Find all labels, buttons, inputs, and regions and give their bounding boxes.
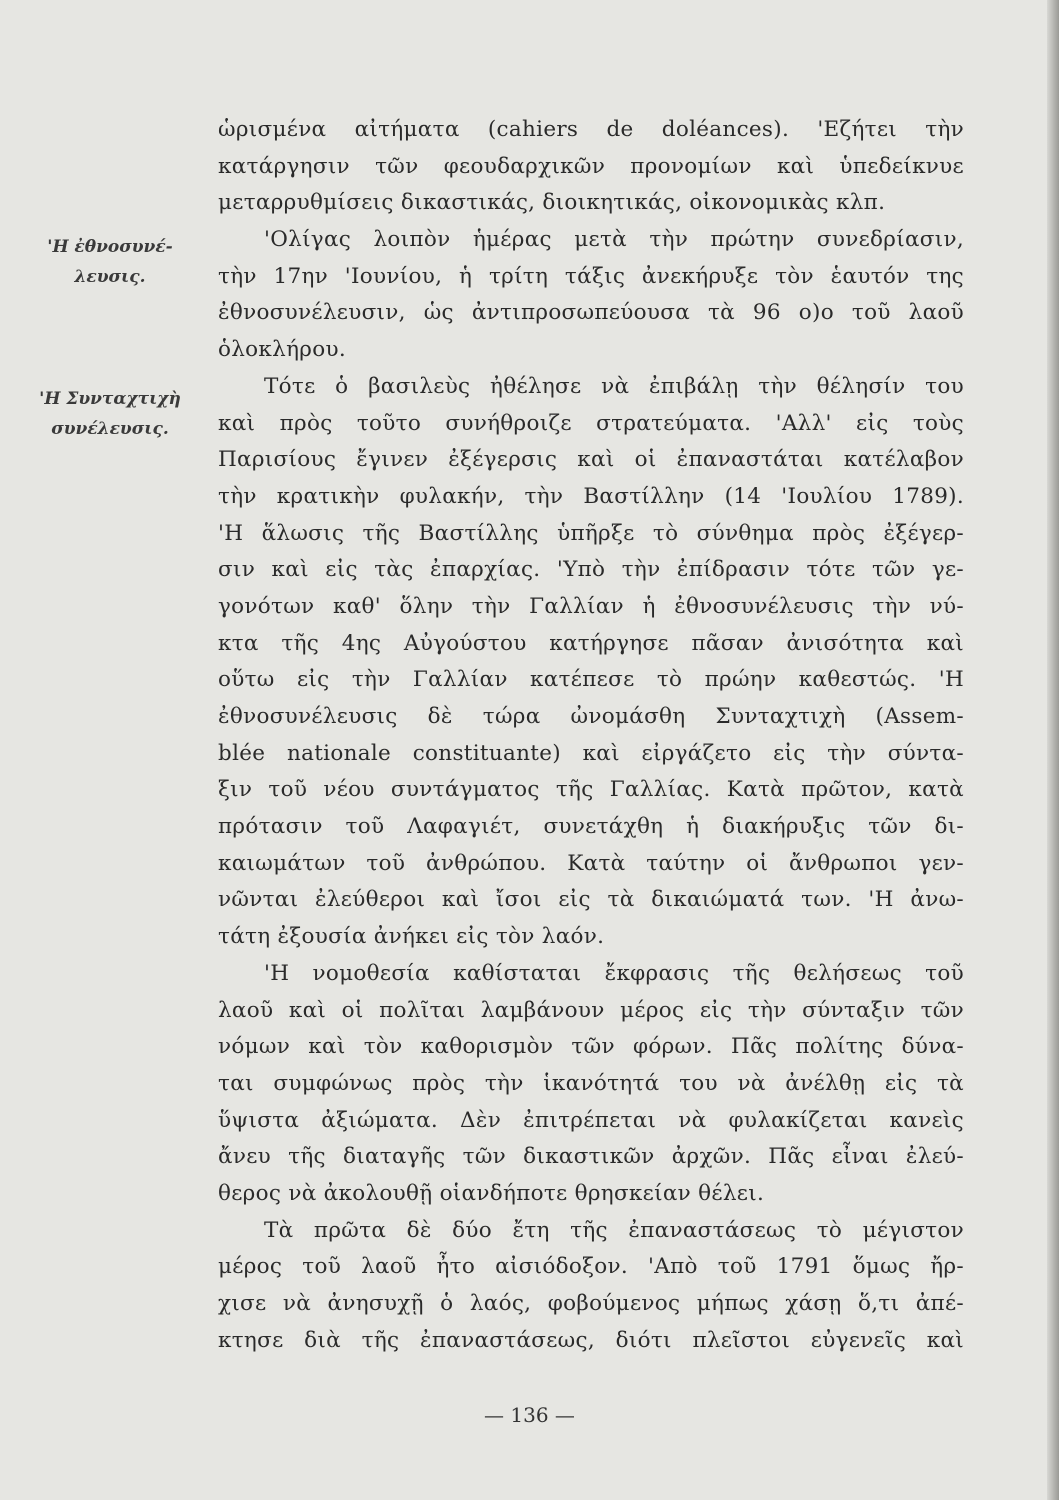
text-line: τὴν 17ην 'Ιουνίου, ἡ τρίτη τάξις ἀνεκήρυξε τὸν ἑαυτόν της — [218, 263, 964, 289]
text-line: χισε νὰ ἀνησυχῇ ὁ λαός, φοβούμενος μήπως χάσῃ ὅ,τι ἀπέ- — [218, 1291, 964, 1316]
page-edge-shadow — [1047, 0, 1059, 1500]
text-line: σιν καὶ εἰς τὰς ἐπαρχίας. 'Υπὸ τὴν ἐπίδρασιν τότε τῶν γε- — [218, 557, 964, 583]
text-line: κατάργησιν τῶν φεουδαρχικῶν προνομίων καὶ ὑπεδείκνυε — [218, 153, 964, 179]
text-line: τάτη ἐξουσία ἀνήκει εἰς τὸν λαόν. — [218, 924, 605, 950]
text-line: 'Η ἅλωσις τῆς Βαστίλλης ὑπῆρξε τὸ σύνθημα πρὸς ἐξέγερ- — [218, 520, 964, 546]
page-number: — 136 — — [484, 1403, 575, 1427]
text-line: ἐθνοσυνέλευσιν, ὡς ἀντιπροσωπεύουσα τὰ 96 ο)ο τοῦ λαοῦ — [218, 300, 964, 326]
text-line: blée nationale constituante) καὶ εἰργάζετο εἰς τὴν σύντα- — [218, 740, 964, 766]
text-line: τὴν κρατικὴν φυλακήν, τὴν Βαστίλλην (14 'Ιουλίου 1789). — [218, 483, 964, 509]
margin-note-constituent-assembly — [10, 384, 210, 444]
text-line: νόμων καὶ τὸν καθορισμὸν τῶν φόρων. Πᾶς πολίτης δύνα- — [218, 1034, 964, 1060]
text-line: ξιν τοῦ νέου συντάγματος τῆς Γαλλίας. Κατὰ πρῶτον, κατὰ — [218, 777, 964, 803]
text-line: νῶνται ἐλεύθεροι καὶ ἴσοι εἰς τὰ δικαιώματά των. 'Η ἀνω- — [218, 887, 964, 913]
text-line: Παρισίους ἔγινεν ἐξέγερσις καὶ οἱ ἐπαναστάται κατέλαβον — [218, 447, 964, 473]
text-line: 'Η νομοθεσία καθίσταται ἔκφρασις τῆς θελήσεως τοῦ — [264, 960, 964, 986]
text-line: θερος νὰ ἀκολουθῇ οἱανδήποτε θρησκείαν θέλει. — [218, 1180, 765, 1206]
text-line: λαοῦ καὶ οἱ πολῖται λαμβάνουν μέρος εἰς τὴν σύνταξιν τῶν — [218, 997, 964, 1023]
text-line: πρότασιν τοῦ Λαφαγιέτ, συνετάχθη ἡ διακήρυξις τῶν δι- — [218, 814, 964, 840]
text-line: καὶ πρὸς τοῦτο συνήθροιζε στρατεύματα. 'Αλλ' εἰς τοὺς — [218, 410, 964, 436]
text-line: οὕτω εἰς τὴν Γαλλίαν κατέπεσε τὸ πρώην καθεστώς. 'Η — [218, 667, 964, 693]
margin-note-line: 'Η ἐθνοσυνέ- — [47, 237, 173, 257]
margin-note-line: 'Η Συνταχτιχὴ — [39, 389, 181, 409]
text-line: μέρος τοῦ λαοῦ ἦτο αἰσιόδοξον. 'Απὸ τοῦ 1791 ὅμως ἤρ- — [218, 1254, 964, 1280]
text-line: ἄνευ τῆς διαταγῆς τῶν δικαστικῶν ἀρχῶν. Πᾶς εἶναι ἐλεύ- — [218, 1144, 964, 1170]
margin-note-line: λευσις. — [74, 267, 146, 287]
text-line: καιωμάτων τοῦ ἀνθρώπου. Κατὰ ταύτην οἱ ἄνθρωποι γεν- — [218, 850, 964, 876]
text-line: κτα τῆς 4ης Αὐγούστου κατήργησε πᾶσαν ἀνισότητα καὶ — [218, 630, 964, 656]
text-line: ἐθνοσυνέλευσις δὲ τώρα ὠνομάσθη Συνταχτιχὴ (Assem- — [218, 704, 964, 729]
text-line: Τὰ πρῶτα δὲ δύο ἔτη τῆς ἐπαναστάσεως τὸ μέγιστον — [264, 1217, 964, 1243]
text-line: ὁλοκλήρου. — [218, 337, 346, 363]
margin-note-national-assembly — [10, 232, 210, 292]
text-line: ὡρισμένα αἰτήματα (cahiers de doléances). 'Εζήτει τὴν — [218, 117, 964, 142]
text-line: γονότων καθ' ὅλην τὴν Γαλλίαν ἡ ἐθνοσυνέλευσις τὴν νύ- — [218, 593, 964, 619]
text-line: Τότε ὁ βασιλεὺς ἠθέλησε νὰ ἐπιβάλῃ τὴν θέλησίν του — [264, 373, 964, 399]
text-line: 'Ολίγας λοιπὸν ἡμέρας μετὰ τὴν πρώτην συνεδρίασιν, — [264, 227, 964, 253]
text-line: ται συμφώνως πρὸς τὴν ἱκανότητά του νὰ ἀνέλθῃ εἰς τὰ — [218, 1070, 964, 1096]
text-line: κτησε διὰ τῆς ἐπαναστάσεως, διότι πλεῖστοι εὐγενεῖς καὶ — [218, 1327, 964, 1353]
text-line: ὕψιστα ἀξιώματα. Δὲν ἐπιτρέπεται νὰ φυλακίζεται κανεὶς — [218, 1107, 964, 1133]
body-text — [218, 112, 964, 1359]
margin-note-line: συνέλευσις. — [51, 419, 169, 439]
text-line: μεταρρυθμίσεις δικαστικάς, διοικητικάς, οἰκονομικὰς κλπ. — [218, 190, 886, 216]
